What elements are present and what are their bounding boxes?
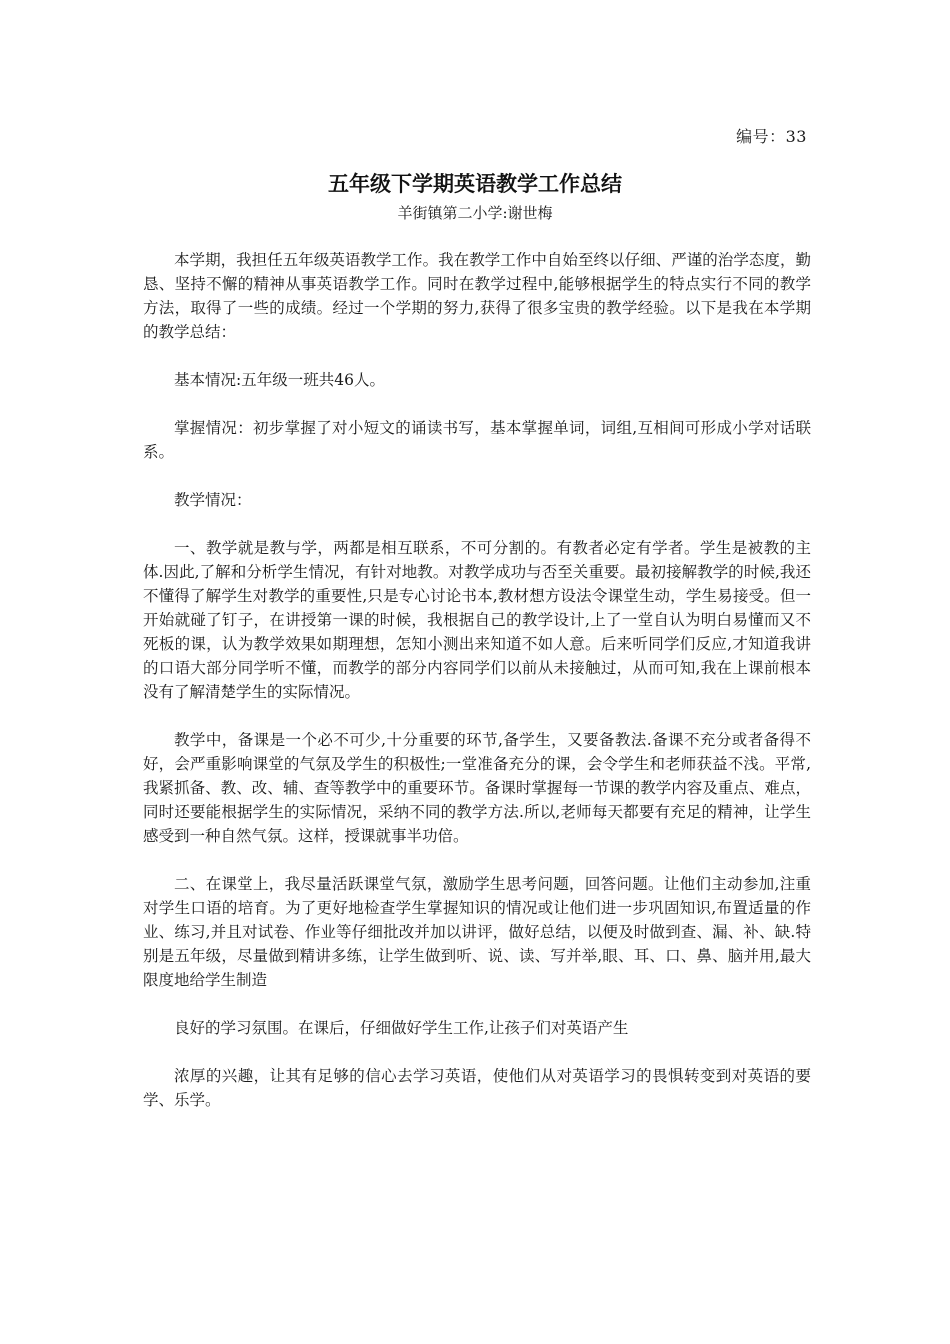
paragraph-section-two: 二、在课堂上，我尽量活跃课堂气氛，激励学生思考问题，回答问题。让他们主动参加,注重对学生口语的培育。为了更好地检查学生掌握知识的情况或让他们进一步巩固知识,布置适量的作业、练习,并且对试卷、作业等仔细批改并加以讲评，做好总结，以便及时做到查、漏、补、缺.特别是五年级，尽量做到精讲多练，让学生做到听、说、读、写并举,眼、耳、口、鼻、脑并用,最大限度地给学生制造 — [143, 875, 811, 989]
paragraph-section-one: 一、教学就是教与学，两都是相互联系，不可分割的。有教者必定有学者。学生是被教的主体.因此,了解和分析学生情况，有针对地教。对教学成功与否至关重要。最初接解教学的时候,我还不懂得了解学生对教学的重要性,只是专心讨论书本,教材想方设法令课堂生动，学生易接受。但一开始就碰了钉子，在讲授第一课的时候，我根据自己的教学设计,上了一堂自认为明白易懂而又不死板的课，认为教学效果如期理想，怎知小测出来知道不如人意。后来听同学们反应,才知道我讲的口语大部分同学听不懂，而教学的部分内容同学们以前从未接触过，从而可知,我在上课前根本没有了解清楚学生的实际情况。 — [143, 539, 811, 701]
paragraph-mastery-situation: 掌握情况：初步掌握了对小短文的诵读书写，基本掌握单词，词组,互相间可形成小学对话联系。 — [143, 419, 811, 461]
document-author: 羊街镇第二小学:谢世梅 — [397, 204, 553, 222]
paragraph-lesson-prep: 教学中，备课是一个必不可少,十分重要的环节,备学生，又要备教法.备课不充分或者备得不好，会严重影响课堂的气氛及学生的积极性;一堂准备充分的课，会令学生和老师获益不浅。平常,我紧抓备、教、改、辅、查等教学中的重要环节。备课时掌握每一节课的教学内容及重点、难点，同时还要能根据学生的实际情况，采纳不同的教学方法.所以,老师每天都要有充足的精神，让学生感受到一种自然气氛。这样，授课就事半功倍。 — [143, 731, 811, 845]
paragraph-interest: 浓厚的兴趣，让其有足够的信心去学习英语，使他们从对英语学习的畏惧转变到对英语的要学、乐学。 — [143, 1067, 811, 1109]
document-body — [143, 248, 811, 1136]
document-title: 五年级下学期英语教学工作总结 — [328, 172, 622, 196]
document-serial-number: 编号：33 — [736, 127, 807, 146]
paragraph-learning-atmosphere: 良好的学习氛围。在课后，仔细做好学生工作,让孩子们对英语产生 — [174, 1019, 629, 1037]
paragraph-intro: 本学期，我担任五年级英语教学工作。我在教学工作中自始至终以仔细、严谨的治学态度，勤恳、坚持不懈的精神从事英语教学工作。同时在教学过程中,能够根据学生的特点实行不同的教学方法，取得了一些的成绩。经过一个学期的努力,获得了很多宝贵的教学经验。以下是我在本学期的教学总结： — [143, 251, 811, 341]
paragraph-teaching-heading: 教学情况： — [174, 491, 252, 509]
paragraph-basic-situation: 基本情况:五年级一班共46人。 — [174, 371, 385, 389]
